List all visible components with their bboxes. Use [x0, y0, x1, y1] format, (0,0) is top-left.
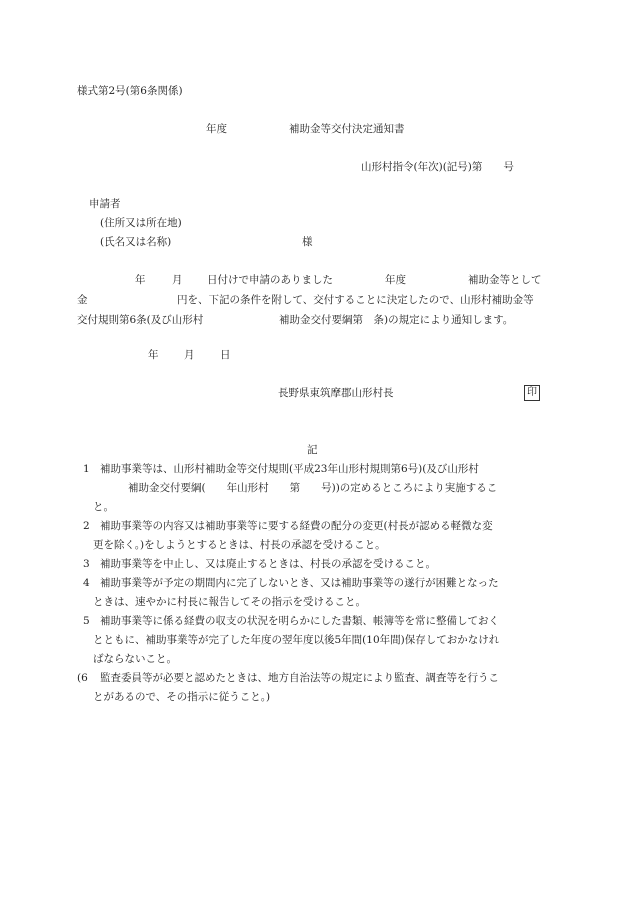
condition-number: 5 — [83, 615, 90, 627]
condition-number: 4 — [83, 577, 90, 589]
body-line3-part2: 補助金交付要綱第 条)の規定により通知します。 — [279, 314, 514, 326]
condition-line: 補助事業等を中止し、又は廃止するときは、村長の承認を受けること。 — [100, 558, 436, 570]
condition-line: 更を除く。)をしようとするときは、村長の承認を受けること。 — [93, 539, 386, 551]
condition-line: 補助事業等の内容又は補助事業等に要する経費の配分の変更(村長が認める軽微な変 — [100, 520, 493, 532]
document-title: 補助金等交付決定通知書 — [289, 123, 405, 135]
condition-number: 3 — [83, 558, 90, 570]
condition-number: 2 — [83, 520, 90, 532]
body-year: 年 — [135, 274, 146, 286]
condition-line: 監査委員等が必要と認めたときは、地方自治法等の規定により監査、調査等を行うこ — [100, 672, 499, 684]
reference-number: 山形村指令(年次)(記号)第 号 — [361, 161, 514, 173]
form-number: 様式第2号(第6条関係) — [77, 85, 183, 97]
condition-line: ばならないこと。 — [93, 653, 177, 665]
condition-line: 補助事業等は、山形村補助金等交付規則(平成23年山形村規則第6号)(及び山形村 — [100, 463, 479, 475]
applicant-honorific: 様 — [302, 236, 313, 248]
body-fiscal-year: 年度 — [385, 274, 406, 286]
title-year-label: 年度 — [206, 123, 227, 135]
seal-box: 印 — [524, 385, 540, 401]
body-subsidy: 補助金等として — [468, 274, 542, 286]
body-month: 月 — [172, 274, 183, 286]
applicant-address-label: (住所又は所在地) — [100, 217, 182, 229]
date-month: 月 — [184, 349, 195, 361]
conditions-heading: 記 — [307, 444, 318, 456]
condition-line: 補助事業等が予定の期間内に完了しないとき、又は補助事業等の遂行が困難となった — [100, 577, 499, 589]
condition-line: 補助金交付要綱( 年山形村 第 号))の定めるところにより実施するこ — [128, 482, 498, 494]
condition-number: (6 — [77, 672, 88, 684]
date-day: 日 — [220, 349, 231, 361]
condition-line: とがあるので、その指示に従うこと。) — [93, 691, 271, 703]
applicant-name-label: (氏名又は名称) — [100, 236, 172, 248]
body-line3-part1: 交付規則第6条(及び山形村 — [77, 314, 204, 326]
condition-line: と。 — [93, 501, 114, 513]
condition-number: 1 — [83, 463, 90, 475]
body-line2-text: 円を、下記の条件を附して、交付することに決定したので、山形村補助金等 — [177, 294, 534, 306]
issuer-name: 長野県東筑摩郡山形村長 — [278, 387, 394, 399]
condition-line: ときは、速やかに村長に報告してその指示を受けること。 — [93, 596, 366, 608]
body-day-clause: 日付けで申請のありました — [207, 274, 333, 286]
condition-line: とともに、補助事業等が完了した年度の翌年度以後5年間(10年間)保存しておかなけれ — [93, 634, 500, 646]
condition-line: 補助事業等に係る経費の収支の状況を明らかにした書類、帳簿等を常に整備しておく — [100, 615, 499, 627]
body-gold: 金 — [77, 294, 88, 306]
applicant-heading: 申請者 — [89, 198, 121, 210]
date-year: 年 — [148, 349, 159, 361]
